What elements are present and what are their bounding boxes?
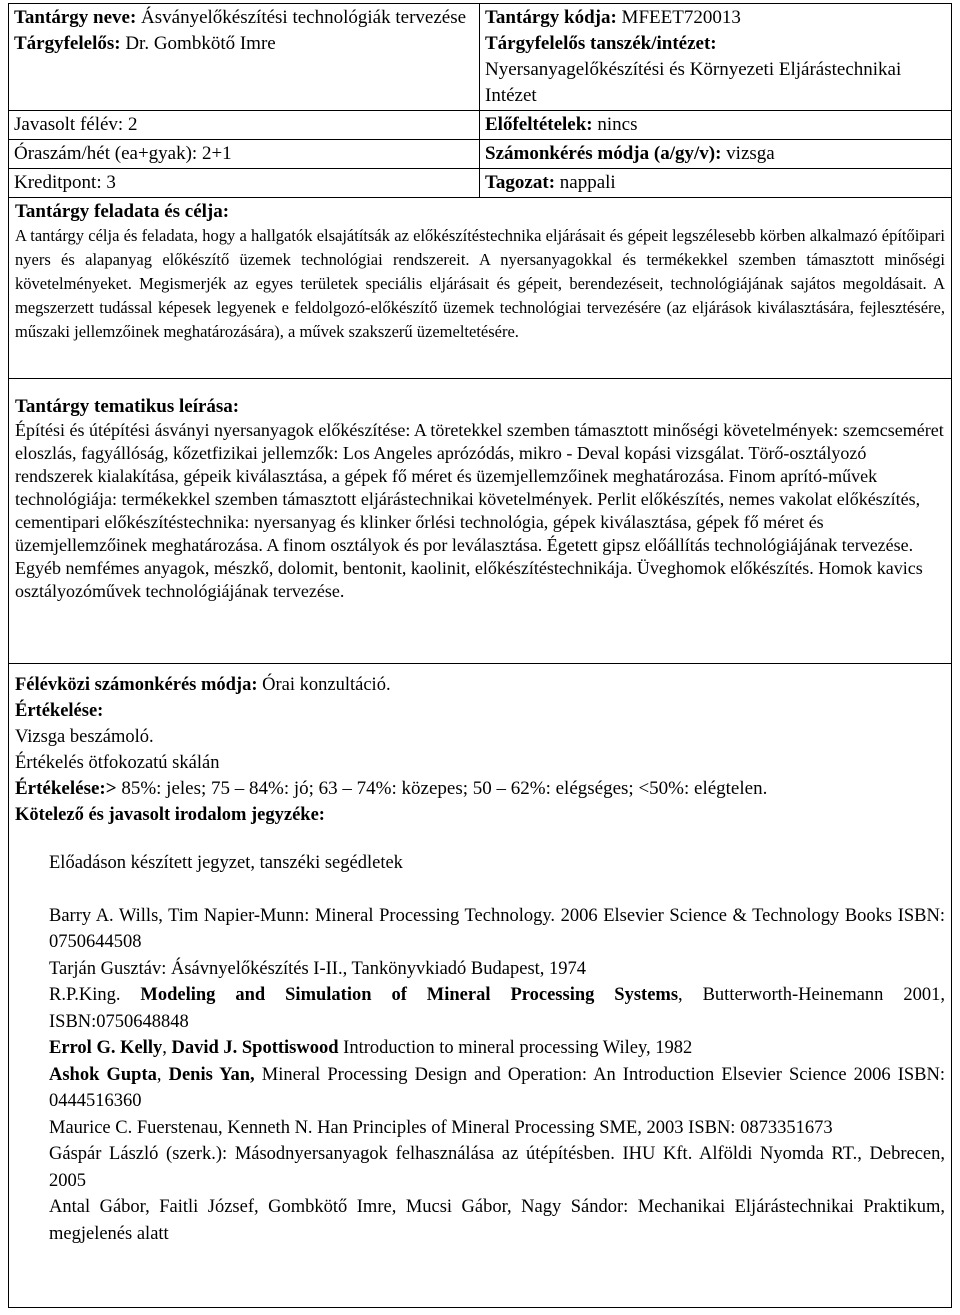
mode-cell	[480, 169, 952, 198]
thematic-text: Építési és útépítési ásványi nyersanyagok előkészítése: A töretekkel szemben támasztott minőségi követelmények: szemcseméret eloszlás, fagyállóság, kőzetfizikai jellemzők: Los Angeles aprózódás, mikro - Deval kopási vizsgálat. Törő-osztályozó rendszerek kialakítása, gépeik kiválasztása, a gépek fő méret és üzemjellemzőinek meghatározása. Finom aprító-művek technológiája: termékekkel szemben támasztott eljárástechnikai követelmények. Perlit előkészítés, nemes vakolat előkészítés, cementipari előkészítéstechnika: nyersanyag és klinker őrlési technológia, gépek kiválasztása, gépek fő méret és üzemjellemzőinek meghatározása. A finom osztályok és por leválasztása. Égetett gipsz előállítás technológiájának tervezése. Egyéb nemfémes anyagok, mészkő, dolomit, bentonit, kaolinit, előkészítéstechnikája. Üveghomok előkészítés. Homok kavics osztályozóművek technológiájának tervezése.	[15, 420, 944, 601]
literature-item: Barry A. Wills, Tim Napier-Munn: Mineral Processing Technology. 2006 Elsevier Science & Technology Books ISBN: 0750644508	[49, 905, 945, 952]
credit-label: Kreditpont:	[14, 172, 102, 193]
literature-item: Gáspár László (szerk.): Másodnyersanyagok felhasználása az útépítésben. IHU Kft. Alföldi Nyomda RT., Debrecen, 2005	[49, 1144, 945, 1191]
responsible-value: Dr. Gombkötő Imre	[125, 33, 276, 54]
thematic-title: Tantárgy tematikus leírása:	[15, 396, 240, 417]
midterm-line	[15, 672, 945, 698]
course-sheet	[8, 3, 952, 1308]
mode-value: nappali	[559, 172, 616, 193]
aim-text-3: Megismerjék az egyes területek speciális eljárásait és gépeit, berendezéseit, technológiájának sajátos megoldásait.	[139, 274, 927, 293]
midterm-label: Félévközi számonkérés módja:	[15, 675, 258, 695]
exam-label: Számonkérés módja (a/gy/v):	[485, 143, 722, 164]
code-value: MFEET720013	[621, 7, 741, 28]
grading-value: 85%: jeles; 75 – 84%: jó; 63 – 74%: közepes; 50 – 62%: elégséges; <50%: elégtelen.	[121, 778, 768, 799]
literature-item-part: Introduction to mineral processing Wiley, 1982	[338, 1038, 693, 1058]
aim-section	[9, 198, 951, 378]
credit-cell	[9, 169, 480, 198]
subject-name-value: Ásványelőkészítési technológiák tervezése	[141, 7, 467, 28]
eval-line-2: Értékelés ötfokozatú skálán	[15, 753, 220, 773]
hours-label: Óraszám/hét (ea+gyak):	[14, 143, 198, 164]
literature-item-part: ,	[156, 1064, 169, 1085]
eval-label: Értékelése:	[15, 701, 104, 721]
aim-text	[15, 224, 945, 344]
literature-list	[9, 828, 951, 1247]
header-table	[9, 4, 951, 198]
literature-item-part: Mineral Processing Design and Operation: An Introduction Elsevier Science 2006 ISBN: 0444516360	[49, 1064, 946, 1111]
aim-text-2: A nyersanyagokkal és termékekkel szemben támasztott minőségi követelményeket.	[15, 250, 946, 293]
hours-cell	[9, 140, 480, 169]
aim-text-4: A megszerzett tudással képesek legyenek e feldolgozó-előkészítő üzemek technológiai tervezésére (az eljárások kiválasztására, fejlesztésére, műszaki jellemzőinek meghatározására), a művek szakszerű üzemeltetésére.	[15, 274, 946, 341]
literature-title: Kötelező és javasolt irodalom jegyzéke:	[15, 805, 325, 825]
literature-item-part: Modeling and Simulation of Mineral Processing Systems	[140, 985, 679, 1005]
literature-item-part: Errol G. Kelly	[49, 1038, 163, 1058]
literature-item-part: Denis Yan,	[168, 1064, 255, 1085]
assessment-section	[9, 663, 951, 828]
credit-value: 3	[106, 172, 116, 193]
semester-label: Javasolt félév:	[14, 114, 124, 135]
code-cell	[480, 4, 952, 111]
eval-line-1: Vizsga beszámoló.	[15, 727, 154, 747]
department-value: Nyersanyagelőkészítési és Környezeti Eljárástechnikai Intézet	[485, 59, 902, 106]
literature-item-part: ,	[162, 1038, 172, 1058]
literature-item	[49, 982, 945, 1035]
aim-text-1: A tantárgy célja és feladata, hogy a hallgatók elsajátítsák az előkészítéstechnika eljárásait és gépeit legszélesebb körben alkalmazó építőipari nyers és alapanyag előkészítő üzemek technológiai rendszereit.	[15, 226, 945, 269]
literature-item	[49, 1035, 945, 1062]
subject-name-label: Tantárgy neve:	[14, 7, 137, 28]
code-label: Tantárgy kódja:	[485, 7, 617, 28]
literature-item: Maurice C. Fuerstenau, Kenneth N. Han Principles of Mineral Processing SME, 2003 ISBN: 0873351673	[49, 1117, 833, 1138]
hours-value: 2+1	[201, 143, 232, 164]
literature-item-part: R.P.King.	[49, 985, 121, 1005]
prereq-value: nincs	[597, 114, 638, 135]
literature-item: Előadáson készített jegyzet, tanszéki segédletek	[49, 853, 403, 873]
aim-title: Tantárgy feladata és célja:	[15, 201, 230, 222]
semester-cell	[9, 111, 480, 140]
exam-value: vizsga	[726, 143, 775, 164]
prereq-cell	[480, 111, 952, 140]
mode-label: Tagozat:	[485, 172, 556, 193]
grading-line	[15, 776, 945, 802]
responsible-label: Tárgyfelelős:	[14, 33, 121, 54]
midterm-value: Órai konzultáció.	[262, 675, 391, 695]
literature-item	[49, 1062, 945, 1115]
department-label: Tárgyfelelős tanszék/intézet:	[485, 33, 717, 54]
exam-cell	[480, 140, 952, 169]
grading-label: Értékelése:>	[15, 778, 117, 799]
literature-item: Tarján Gusztáv: Ásávnyelőkészítés I-II., Tankönyvkiadó Budapest, 1974	[49, 958, 587, 979]
literature-item-part: David J. Spottiswood	[171, 1038, 339, 1058]
literature-item: Antal Gábor, Faitli József, Gombkötő Imre, Mucsi Gábor, Nagy Sándor: Mechanikai Eljárástechnikai Praktikum, megjelenés alatt	[49, 1197, 945, 1244]
subject-name-cell	[9, 4, 480, 111]
thematic-section	[9, 378, 951, 663]
prereq-label: Előfeltételek:	[485, 114, 593, 135]
literature-item-part: , Butterworth-Heinemann 2001, ISBN:0750648848	[49, 985, 945, 1032]
semester-value: 2	[127, 114, 138, 135]
literature-item-part: Ashok Gupta	[49, 1064, 157, 1085]
